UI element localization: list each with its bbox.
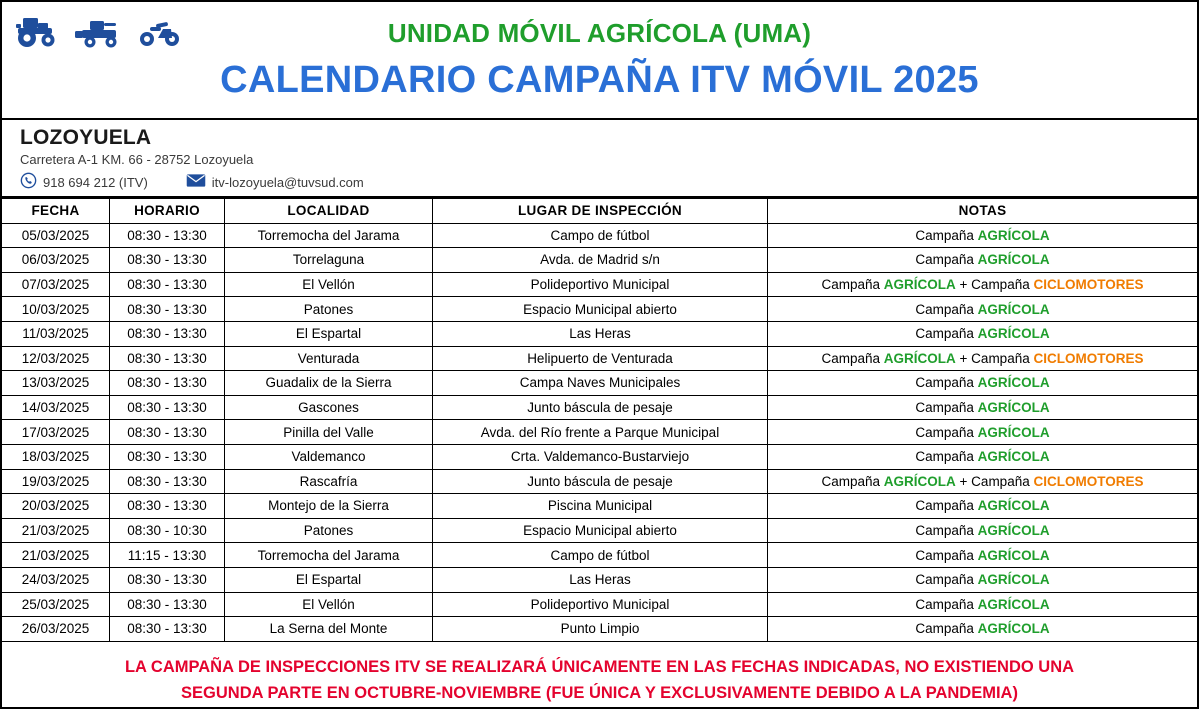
column-header-horario: HORARIO (110, 199, 225, 224)
station-email-text: itv-lozoyuela@tuvsud.com (211, 174, 364, 190)
table-row (2, 469, 1197, 494)
cell-localidad: Torrelaguna (225, 248, 433, 273)
cell-localidad: El Vellón (225, 272, 433, 297)
cell-horario: 08:30 - 13:30 (110, 371, 225, 396)
note-segment: CICLOMOTORES (1033, 277, 1144, 293)
cell-horario: 08:30 - 13:30 (110, 248, 225, 273)
note-segment: AGRÍCOLA (977, 326, 1050, 342)
cell-notas (768, 371, 1198, 396)
tractor-icon (14, 14, 60, 48)
cell-fecha: 06/03/2025 (2, 248, 110, 273)
cell-lugar: Campo de fútbol (433, 223, 768, 248)
note-segment: AGRÍCOLA (977, 523, 1050, 539)
footer-notice (2, 642, 1197, 706)
cell-localidad: Torremocha del Jarama (225, 543, 433, 568)
cell-lugar: Helipuerto de Venturada (433, 346, 768, 371)
cell-notas (768, 444, 1198, 469)
note-segment: Campaña (915, 596, 978, 612)
cell-lugar: Polideportivo Municipal (433, 592, 768, 617)
cell-lugar: Espacio Municipal abierto (433, 297, 768, 322)
cell-horario: 08:30 - 13:30 (110, 272, 225, 297)
cell-notas (768, 617, 1198, 642)
cell-lugar: Espacio Municipal abierto (433, 518, 768, 543)
cell-localidad: Torremocha del Jarama (225, 223, 433, 248)
cell-horario: 08:30 - 13:30 (110, 297, 225, 322)
note-segment: Campaña (821, 350, 884, 366)
station-phone-text: 918 694 212 (ITV) (43, 174, 148, 190)
cell-lugar: Junto báscula de pesaje (433, 395, 768, 420)
cell-horario: 08:30 - 13:30 (110, 321, 225, 346)
table-row (2, 395, 1197, 420)
cell-lugar: Las Heras (433, 321, 768, 346)
note-segment: CICLOMOTORES (1033, 473, 1144, 489)
cell-localidad: Patones (225, 518, 433, 543)
page-title: CALENDARIO CAMPAÑA ITV MÓVIL 2025 (220, 59, 979, 101)
cell-fecha: 21/03/2025 (2, 518, 110, 543)
note-segment: AGRÍCOLA (977, 621, 1050, 637)
cell-notas (768, 543, 1198, 568)
cell-horario: 08:30 - 13:30 (110, 494, 225, 519)
table-row (2, 223, 1197, 248)
note-segment: AGRÍCOLA (977, 424, 1050, 440)
cell-lugar: Campa Naves Municipales (433, 371, 768, 396)
cell-localidad: Rascafría (225, 469, 433, 494)
column-header-fecha: FECHA (2, 199, 110, 224)
cell-fecha: 24/03/2025 (2, 567, 110, 592)
note-segment: Campaña (915, 424, 978, 440)
note-segment: Campaña (915, 621, 978, 637)
schedule-table (2, 198, 1197, 642)
note-segment: Campaña (915, 301, 978, 317)
station-name: LOZOYUELA (20, 126, 152, 149)
cell-lugar: Las Heras (433, 567, 768, 592)
note-segment: Campaña (915, 375, 978, 391)
harvester-icon (74, 18, 124, 48)
cell-fecha: 20/03/2025 (2, 494, 110, 519)
station-address: Carretera A-1 KM. 66 - 28752 Lozoyuela (20, 152, 254, 167)
cell-localidad: Venturada (225, 346, 433, 371)
table-header-row (2, 199, 1197, 224)
cell-notas (768, 469, 1198, 494)
cell-notas (768, 223, 1198, 248)
cell-localidad: Gascones (225, 395, 433, 420)
cell-fecha: 07/03/2025 (2, 272, 110, 297)
note-segment: Campaña (915, 523, 978, 539)
note-segment: + Campaña (955, 473, 1034, 489)
table-row (2, 543, 1197, 568)
footer-line-2: SEGUNDA PARTE EN OCTUBRE-NOVIEMBRE (FUE ÚNICA Y EXCLUSIVAMENTE DEBIDO A LA PANDEMIA) (181, 683, 1018, 702)
note-segment: Campaña (915, 449, 978, 465)
document-header (2, 2, 1197, 120)
note-segment: AGRÍCOLA (883, 350, 956, 366)
table-row (2, 248, 1197, 273)
cell-fecha: 10/03/2025 (2, 297, 110, 322)
cell-localidad: Valdemanco (225, 444, 433, 469)
note-segment: AGRÍCOLA (883, 473, 956, 489)
cell-notas (768, 272, 1198, 297)
note-segment: Campaña (915, 326, 978, 342)
cell-horario: 08:30 - 13:30 (110, 617, 225, 642)
cell-fecha: 18/03/2025 (2, 444, 110, 469)
table-row (2, 371, 1197, 396)
cell-localidad: El Espartal (225, 321, 433, 346)
note-segment: AGRÍCOLA (977, 301, 1050, 317)
station-phone[interactable] (20, 172, 148, 192)
schedule-table-body (2, 223, 1197, 641)
cell-notas (768, 420, 1198, 445)
table-row (2, 592, 1197, 617)
cell-horario: 08:30 - 13:30 (110, 592, 225, 617)
cell-notas (768, 321, 1198, 346)
cell-horario: 08:30 - 13:30 (110, 395, 225, 420)
table-row (2, 321, 1197, 346)
table-row (2, 272, 1197, 297)
cell-lugar: Junto báscula de pesaje (433, 469, 768, 494)
cell-localidad: El Espartal (225, 567, 433, 592)
moped-icon (138, 18, 182, 48)
table-row (2, 346, 1197, 371)
column-header-localidad: LOCALIDAD (225, 199, 433, 224)
cell-notas (768, 346, 1198, 371)
cell-fecha: 26/03/2025 (2, 617, 110, 642)
cell-horario: 08:30 - 13:30 (110, 420, 225, 445)
cell-fecha: 14/03/2025 (2, 395, 110, 420)
cell-notas (768, 297, 1198, 322)
cell-notas (768, 395, 1198, 420)
table-row (2, 518, 1197, 543)
cell-notas (768, 567, 1198, 592)
cell-localidad: Patones (225, 297, 433, 322)
cell-localidad: Montejo de la Sierra (225, 494, 433, 519)
cell-localidad: El Vellón (225, 592, 433, 617)
note-segment: AGRÍCOLA (977, 498, 1050, 514)
envelope-icon (186, 173, 206, 191)
note-segment: + Campaña (955, 277, 1034, 293)
cell-fecha: 13/03/2025 (2, 371, 110, 396)
cell-localidad: Pinilla del Valle (225, 420, 433, 445)
note-segment: AGRÍCOLA (977, 400, 1050, 416)
cell-notas (768, 494, 1198, 519)
note-segment: AGRÍCOLA (977, 572, 1050, 588)
cell-lugar: Punto Limpio (433, 617, 768, 642)
cell-localidad: Guadalix de la Sierra (225, 371, 433, 396)
column-header-notas: NOTAS (768, 199, 1198, 224)
note-segment: AGRÍCOLA (977, 252, 1050, 268)
cell-lugar: Piscina Municipal (433, 494, 768, 519)
cell-notas (768, 518, 1198, 543)
note-segment: Campaña (821, 473, 884, 489)
cell-horario: 11:15 - 13:30 (110, 543, 225, 568)
cell-fecha: 11/03/2025 (2, 321, 110, 346)
header-subtitle: UNIDAD MÓVIL AGRÍCOLA (UMA) (387, 18, 812, 48)
column-header-lugar: LUGAR DE INSPECCIÓN (433, 199, 768, 224)
note-segment: AGRÍCOLA (977, 449, 1050, 465)
cell-lugar: Polideportivo Municipal (433, 272, 768, 297)
footer-line-1: LA CAMPAÑA DE INSPECCIONES ITV SE REALIZARÁ ÚNICAMENTE EN LAS FECHAS INDICADAS, NO EXISTIENDO UNA (124, 657, 1075, 676)
note-segment: AGRÍCOLA (977, 596, 1050, 612)
note-segment: Campaña (821, 277, 884, 293)
cell-horario: 08:30 - 10:30 (110, 518, 225, 543)
cell-fecha: 05/03/2025 (2, 223, 110, 248)
cell-horario: 08:30 - 13:30 (110, 223, 225, 248)
cell-horario: 08:30 - 13:30 (110, 567, 225, 592)
note-segment: CICLOMOTORES (1033, 350, 1144, 366)
note-segment: Campaña (915, 400, 978, 416)
cell-fecha: 17/03/2025 (2, 420, 110, 445)
note-segment: + Campaña (955, 350, 1034, 366)
note-segment: Campaña (915, 498, 978, 514)
cell-lugar: Avda. del Río frente a Parque Municipal (433, 420, 768, 445)
table-row (2, 617, 1197, 642)
table-row (2, 420, 1197, 445)
cell-fecha: 12/03/2025 (2, 346, 110, 371)
note-segment: AGRÍCOLA (977, 547, 1050, 563)
cell-notas (768, 248, 1198, 273)
cell-fecha: 19/03/2025 (2, 469, 110, 494)
cell-localidad: La Serna del Monte (225, 617, 433, 642)
station-contacts (20, 172, 1197, 192)
table-row (2, 444, 1197, 469)
cell-horario: 08:30 - 13:30 (110, 469, 225, 494)
note-segment: Campaña (915, 227, 978, 243)
note-segment: Campaña (915, 572, 978, 588)
cell-lugar: Avda. de Madrid s/n (433, 248, 768, 273)
cell-fecha: 21/03/2025 (2, 543, 110, 568)
cell-fecha: 25/03/2025 (2, 592, 110, 617)
cell-horario: 08:30 - 13:30 (110, 444, 225, 469)
table-row (2, 297, 1197, 322)
cell-lugar: Campo de fútbol (433, 543, 768, 568)
note-segment: AGRÍCOLA (883, 277, 956, 293)
table-row (2, 494, 1197, 519)
cell-notas (768, 592, 1198, 617)
note-segment: Campaña (915, 252, 978, 268)
note-segment: Campaña (915, 547, 978, 563)
cell-lugar: Crta. Valdemanco-Bustarviejo (433, 444, 768, 469)
note-segment: AGRÍCOLA (977, 375, 1050, 391)
note-segment: AGRÍCOLA (977, 227, 1050, 243)
vehicle-icon-group (14, 14, 182, 48)
cell-horario: 08:30 - 13:30 (110, 346, 225, 371)
station-info (2, 120, 1197, 198)
table-row (2, 567, 1197, 592)
station-email[interactable] (186, 173, 364, 191)
phone-icon (20, 172, 37, 192)
